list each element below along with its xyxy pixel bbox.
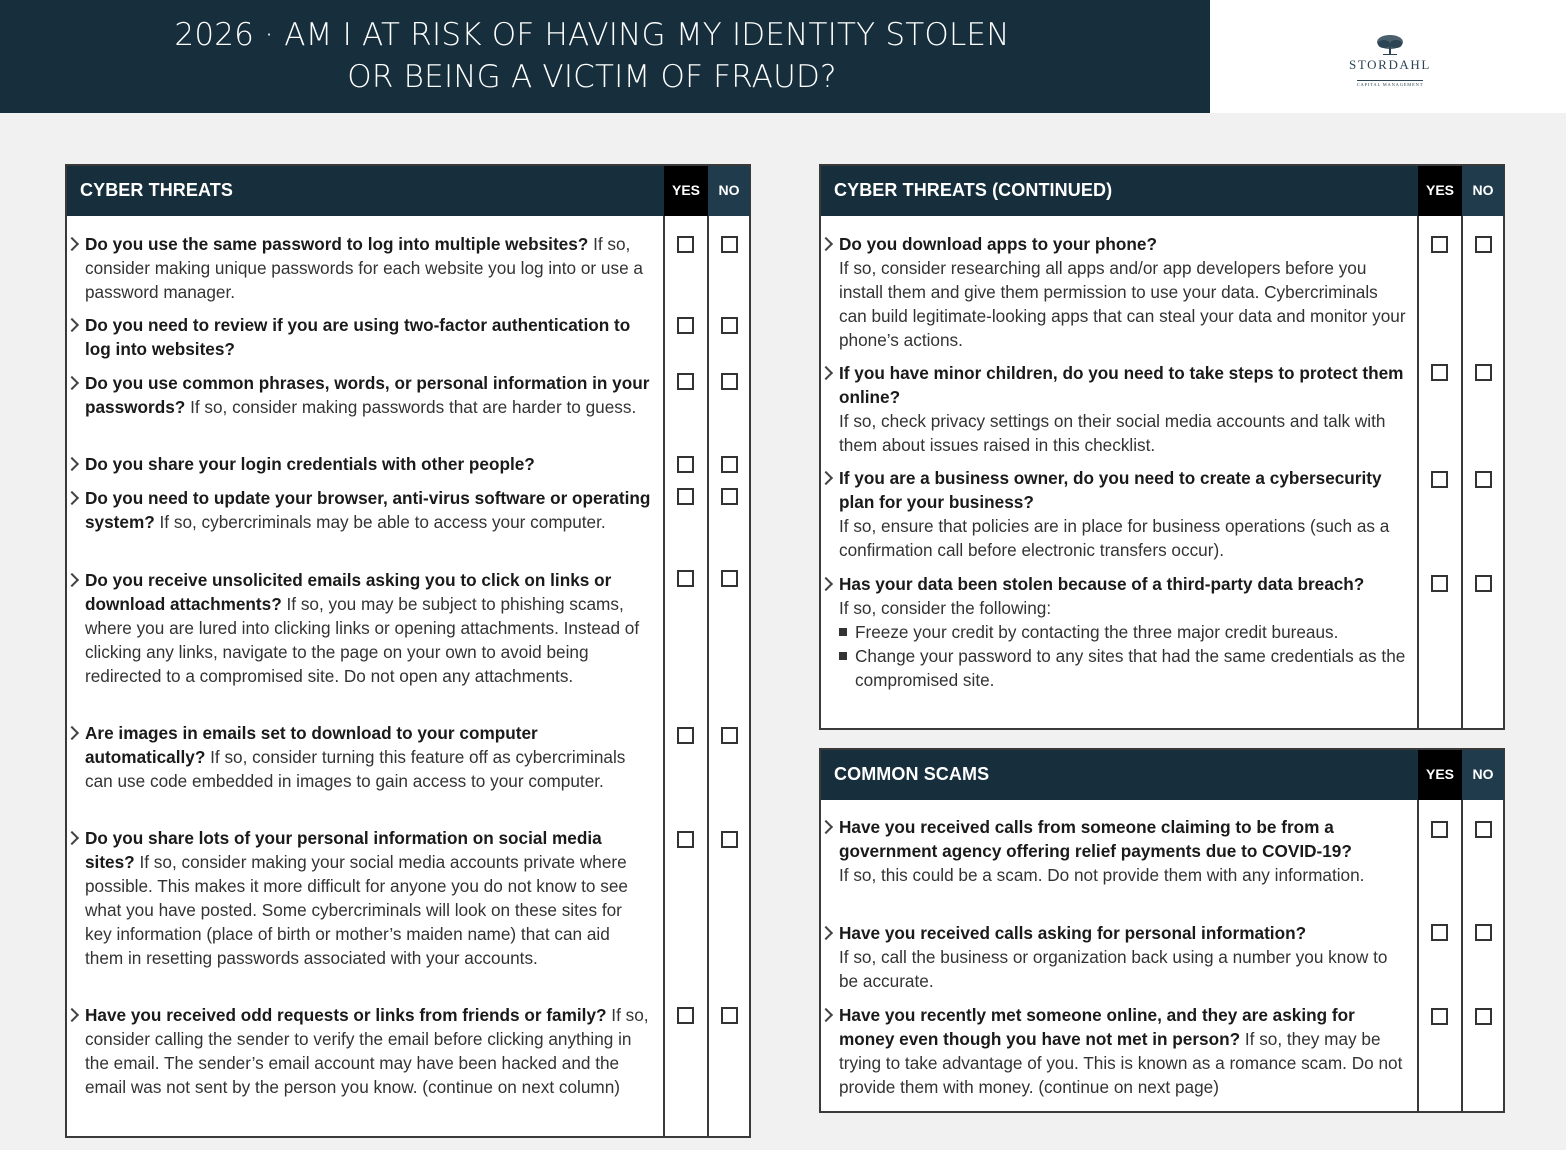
- checklist-item: Do you share lots of your personal information on social media sites? If so, consider making your social media accounts private where possible. This makes it more difficult for anyone you do not know to see what you have posted. Some cybercriminals will look on these sites for key information (place of birth or mother’s maiden name) that can aid them in resetting passwords associated with your accounts.: [85, 826, 651, 970]
- section-title: CYBER THREATS: [80, 180, 233, 200]
- checklist-item: Do you receive unsolicited emails asking you to click on links or download attachments? If so, you may be subject to phishing scams, where you are lured into clicking links or opening attachments. Instead of clicking any links, navigate to the page on your own to avoid being redirected to a compromised site. Do not open any attachments.: [85, 568, 651, 688]
- yes-checkbox[interactable]: [1431, 575, 1448, 592]
- yes-checkbox[interactable]: [677, 1007, 694, 1024]
- no-column-header: NO: [1462, 166, 1504, 216]
- column-divider: [707, 216, 709, 1136]
- section-title: COMMON SCAMS: [834, 764, 990, 784]
- bullet-item: Freeze your credit by contacting the three major credit bureaus.: [839, 620, 1407, 644]
- yes-checkbox[interactable]: [1431, 236, 1448, 253]
- panel-header: [821, 750, 1503, 800]
- column-divider: [1417, 216, 1419, 728]
- cyber-threats-panel: [65, 164, 751, 1138]
- yes-checkbox[interactable]: [1431, 924, 1448, 941]
- checklist-item: Has your data been stolen because of a third-party data breach? If so, consider the following: Freeze your credit by contacting the three major credit bureaus. Change your password to any sites that had the same credentials as the compromised site.: [839, 574, 1406, 690]
- checklist-item: Do you need to review if you are using two-factor authentication to log into websites?: [85, 313, 651, 361]
- yes-checkbox[interactable]: [677, 727, 694, 744]
- logo-name: STORDAHL: [1349, 57, 1431, 72]
- no-checkbox[interactable]: [1475, 236, 1492, 253]
- page-title-line-1: 2026 · AM I AT RISK OF HAVING MY IDENTITY STOLEN: [174, 17, 1010, 53]
- yes-checkbox[interactable]: [677, 373, 694, 390]
- no-checkbox[interactable]: [721, 727, 738, 744]
- checklist-item: Do you use common phrases, words, or personal information in your passwords? If so, consider making passwords that are harder to guess.: [85, 373, 650, 417]
- cyber-threats-continued-panel: [819, 164, 1505, 730]
- no-checkbox[interactable]: [721, 373, 738, 390]
- yes-checkbox[interactable]: [1431, 1008, 1448, 1025]
- checklist-item: Do you use the same password to log into multiple websites? If so, consider making unique passwords for each website you log into or use a password manager.: [85, 232, 651, 304]
- column-divider: [1461, 216, 1463, 728]
- yes-checkbox[interactable]: [677, 570, 694, 587]
- yes-column-header: YES: [664, 166, 708, 216]
- no-checkbox[interactable]: [721, 456, 738, 473]
- no-checkbox[interactable]: [1475, 364, 1492, 381]
- no-checkbox[interactable]: [721, 317, 738, 334]
- yes-checkbox[interactable]: [677, 831, 694, 848]
- page-title: [0, 14, 1184, 98]
- no-checkbox[interactable]: [721, 488, 738, 505]
- checklist-item: Have you received odd requests or links from friends or family? If so, consider calling the sender to verify the email before clicking anything in the email. The sender’s email account may have been hacked and the email was not sent by the person you know. (continue on next column): [85, 1003, 651, 1099]
- yes-checkbox[interactable]: [1431, 364, 1448, 381]
- section-title: CYBER THREATS (CONTINUED): [834, 180, 1113, 200]
- bullet-item: Change your password to any sites that had the same credentials as the compromised site.: [839, 644, 1407, 692]
- no-checkbox[interactable]: [1475, 1008, 1492, 1025]
- no-checkbox[interactable]: [1475, 821, 1492, 838]
- yes-column-header: YES: [1418, 750, 1462, 800]
- header-banner: [0, 0, 1210, 113]
- yes-checkbox[interactable]: [677, 488, 694, 505]
- no-checkbox[interactable]: [1475, 924, 1492, 941]
- yes-checkbox[interactable]: [677, 317, 694, 334]
- checklist-item: Do you download apps to your phone? If so, consider researching all apps and/or app developers before you install them and give them permission to use your data. Cybercriminals can build legitimate-looking apps that can steal your data and monitor your phone’s actions.: [839, 234, 1406, 350]
- panel-header: [67, 166, 749, 216]
- no-checkbox[interactable]: [721, 1007, 738, 1024]
- column-divider: [1417, 800, 1419, 1111]
- no-checkbox[interactable]: [721, 236, 738, 253]
- logo-tagline: CAPITAL MANAGEMENT: [1356, 82, 1424, 87]
- checklist-item: Have you recently met someone online, and they are asking for money even though you have not met in person? If so, they may be trying to take advantage of you. This is known as a romance scam. Do not provide them with money. (continue on next page): [839, 1003, 1407, 1099]
- no-checkbox[interactable]: [721, 831, 738, 848]
- page-title-line-2: OR BEING A VICTIM OF FRAUD?: [347, 59, 837, 95]
- yes-checkbox[interactable]: [1431, 821, 1448, 838]
- no-checkbox[interactable]: [721, 570, 738, 587]
- no-checkbox[interactable]: [1475, 471, 1492, 488]
- yes-column-header: YES: [1418, 166, 1462, 216]
- no-checkbox[interactable]: [1475, 575, 1492, 592]
- yes-checkbox[interactable]: [677, 456, 694, 473]
- yes-checkbox[interactable]: [1431, 471, 1448, 488]
- checklist-item: Have you received calls from someone claiming to be from a government agency offering relief payments due to COVID-19? If so, this could be a scam. Do not provide them with any information.: [839, 815, 1407, 887]
- tree-icon: [1375, 34, 1405, 56]
- checklist-item: If you are a business owner, do you need to create a cybersecurity plan for your business? If so, ensure that policies are in place for business operations (such as a confirmation call before electronic transfers occur).: [839, 466, 1407, 562]
- column-divider: [663, 216, 665, 1136]
- checklist-item: If you have minor children, do you need to take steps to protect them online? If so, check privacy settings on their social media accounts and talk with them about issues raised in this checklist.: [839, 361, 1407, 457]
- no-column-header: NO: [708, 166, 750, 216]
- checklist-item: Do you need to update your browser, anti-virus software or operating system? If so, cybercriminals may be able to access your computer.: [85, 488, 651, 532]
- checklist-item: Do you share your login credentials with other people?: [85, 452, 651, 476]
- panel-header: [821, 166, 1503, 216]
- checklist-item: Have you received calls asking for personal information? If so, call the business or organization back using a number you know to be accurate.: [839, 921, 1407, 993]
- no-column-header: NO: [1462, 750, 1504, 800]
- column-divider: [1461, 800, 1463, 1111]
- company-logo: [1340, 34, 1440, 91]
- yes-checkbox[interactable]: [677, 236, 694, 253]
- checklist-item: Are images in emails set to download to your computer automatically? If so, consider turning this feature off as cybercriminals can use code embedded in images to gain access to your computer.: [85, 721, 651, 793]
- common-scams-panel: [819, 748, 1505, 1113]
